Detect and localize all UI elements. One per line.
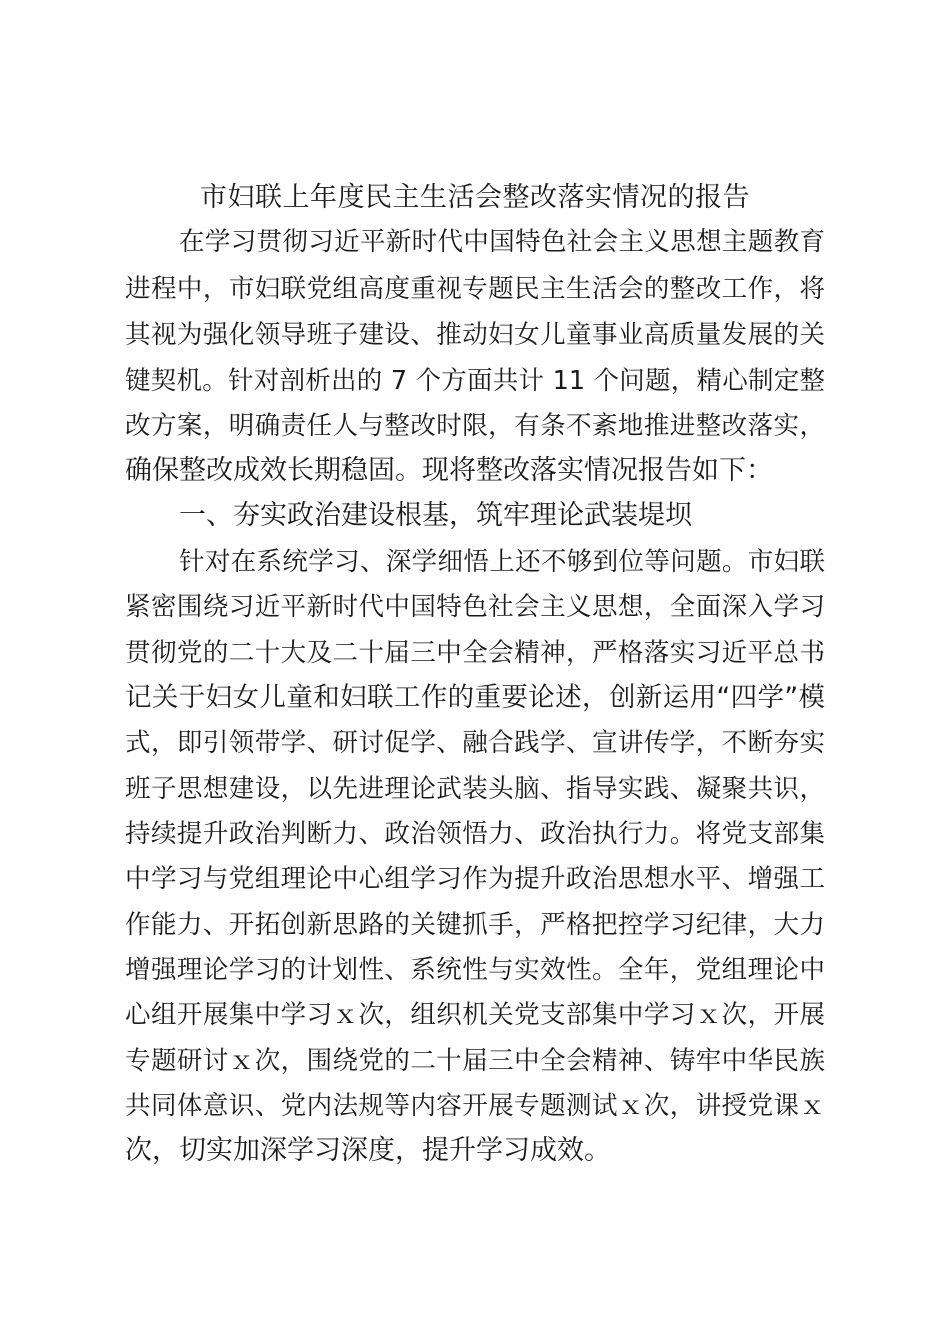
paragraph-2-line-14: 次，切实加深学习深度，提升学习成效。 — [125, 1135, 611, 1166]
paragraph-2-line-11: 心组开展集中学习ｘ次，组织机关党支部集中学习ｘ次，开展 — [125, 1000, 825, 1030]
paragraph-2-line-10: 增强理论学习的计划性、系统性与实效性。全年，党组理论中 — [125, 955, 825, 985]
paragraph-2-line-8: 中学习与党组理论中心组学习作为提升政治思想水平、增强工 — [125, 864, 825, 894]
paragraph-2-line-12: 专题研讨ｘ次，围绕党的二十届三中全会精神、铸牢中华民族 — [125, 1046, 825, 1076]
paragraph-2-line-1: 针对在系统学习、深学细悟上还不够到位等问题。市妇联 — [179, 547, 825, 577]
paragraph-1-line-5: 改方案，明确责任人与整改时限，有条不紊地推进整改落实， — [125, 411, 825, 441]
paragraph-2-line-3: 贯彻党的二十大及二十届三中全会精神，严格落实习近平总书 — [125, 638, 825, 668]
paragraph-1-line-3: 其视为强化领导班子建设、推动妇女儿童事业高质量发展的关 — [125, 320, 825, 350]
paragraph-1-line-6: 确保整改成效长期稳固。现将整改落实情况报告如下： — [125, 455, 773, 486]
paragraph-2-line-5: 式，即引领带学、研讨促学、融合践学、宣讲传学，不断夯实 — [125, 728, 825, 758]
paragraph-2-line-9: 作能力、开拓创新思路的关键抓手，严格把控学习纪律，大力 — [125, 910, 825, 940]
paragraph-1-line-2: 进程中，市妇联党组高度重视专题民主生活会的整改工作，将 — [125, 274, 825, 304]
document-title: 市妇联上年度民主生活会整改落实情况的报告 — [200, 182, 750, 213]
paragraph-2-line-6: 班子思想建设，以先进理论武装头脑、指导实践、凝聚共识， — [125, 774, 825, 804]
paragraph-1-line-1: 在学习贯彻习近平新时代中国特色社会主义思想主题教育 — [179, 227, 825, 257]
paragraph-2-line-4: 记关于妇女儿童和妇联工作的重要论述，创新运用“四学”模 — [125, 682, 825, 713]
paragraph-2-line-7: 持续提升政治判断力、政治领悟力、政治执行力。将党支部集 — [125, 819, 825, 849]
section-heading-1: 一、夯实政治建设根基，筑牢理论武装堤坝 — [179, 500, 692, 531]
paragraph-2-line-2: 紧密围绕习近平新时代中国特色社会主义思想，全面深入学习 — [125, 592, 825, 622]
paragraph-1-line-4: 键契机。针对剖析出的 7 个方面共计 11 个问题，精心制定整 — [125, 366, 825, 396]
paragraph-2-line-13: 共同体意识、党内法规等内容开展专题测试ｘ次，讲授党课ｘ — [125, 1091, 825, 1121]
